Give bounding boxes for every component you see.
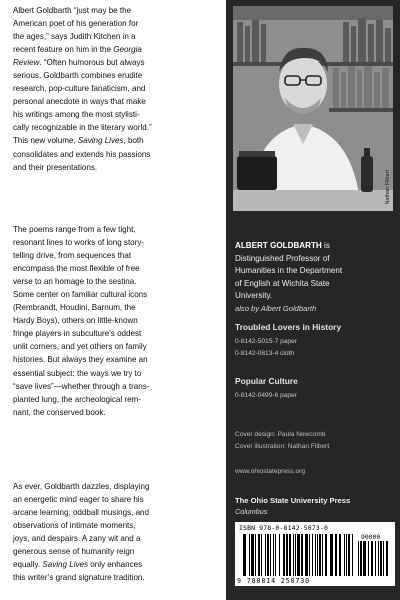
blurb-line: unlit corners, and yet others on family <box>13 342 147 352</box>
blurb-line: essential subject: the ways we try to <box>13 368 142 378</box>
blurb-line: research, pop-culture fanaticism, and <box>13 84 146 94</box>
blurb-line: this writer’s grand signature tradition. <box>13 573 145 583</box>
blurb-line: telling drive, from sequences that <box>13 251 132 261</box>
blurb-line: cally recognizable in the literary world.” <box>13 123 152 133</box>
photo-credit: Nathan Filbert <box>385 170 391 205</box>
blurb-paragraph-2 <box>13 223 218 419</box>
blurb-line: recent feature on him in the Georgia <box>13 45 142 55</box>
bio-line: is <box>321 241 330 250</box>
book-title: Popular Culture <box>235 376 298 386</box>
bio-line: Humanities in the Department <box>235 266 343 276</box>
blurb-line: the ages,” says Judith Kitchen in a <box>13 32 136 42</box>
blurb-line: fringe players in subculture’s oddest <box>13 329 142 339</box>
blurb-line: his writings among the most stylisti- <box>13 110 140 120</box>
blurb-line: resonant lines to works of long story- <box>13 238 145 248</box>
author-name: ALBERT GOLDBARTH <box>235 241 322 250</box>
blurb-line: American poet of his generation for <box>13 19 139 29</box>
also-by-heading <box>235 304 316 313</box>
bio-line: University. <box>235 291 273 301</box>
cover-illustration-credit: Cover illustration: Nathan Filbert <box>235 443 330 450</box>
blurb-line: observations of intimate moments, <box>13 521 136 531</box>
blurb-line: This new volume, Saving Lives, both <box>13 136 144 146</box>
blurb-line: histories. But always they examine an <box>13 355 148 365</box>
book-edition: 0-8142-0499-6 paper <box>235 392 297 399</box>
bio-line: of English at Wichita State <box>235 278 330 288</box>
publisher-city: Columbus <box>235 507 268 516</box>
also-by-author: Albert Goldbarth <box>260 304 317 313</box>
blurb-line: Some center on familiar cultural icons <box>13 290 148 300</box>
author-bio <box>235 240 395 303</box>
bio-line: Distinguished Professor of <box>235 253 330 263</box>
blurb-line: As ever, Goldbarth dazzles, displaying <box>13 482 150 491</box>
blurb-line: arcane learning, oddball musings, and <box>13 508 149 518</box>
blurb-paragraph-3 <box>13 480 218 584</box>
publisher-website: www.ohiostatepress.org <box>235 468 306 475</box>
blurb-line: Hardy Boys), others on little-known <box>13 316 138 326</box>
blurb-line: joys, and despairs. A zany wit and a <box>13 534 141 544</box>
isbn-number: ISBN 978-0-8142-5073-0 <box>239 524 329 532</box>
ean-digits: 9 780814 250730 <box>237 577 311 585</box>
isbn-barcode <box>235 522 395 586</box>
blurb-line: consolidates and extends his passions <box>13 149 151 159</box>
blurb-line: “save lives”—whether through a trans- <box>13 381 150 391</box>
blurb-line: personal anecdote in ways that make <box>13 97 146 107</box>
ean-barcode-bars <box>243 534 355 576</box>
author-photo-illustration <box>233 6 393 211</box>
cover-design-credit: Cover design: Paula Newcomb <box>235 431 326 438</box>
blurb-line: and their presentations. <box>13 162 98 172</box>
blurb-line: generous sense of humanity reign <box>13 547 135 557</box>
blurb-paragraph-1 <box>13 4 218 174</box>
book-edition: 0-8142-5015-7 paper <box>235 338 297 345</box>
author-photo <box>233 6 393 211</box>
blurb-line: equally. Saving Lives only enhances <box>13 560 143 570</box>
blurb-line: Albert Goldbarth “just may be the <box>13 6 132 15</box>
blurb-line: (Rembrandt, Houdini, Barnum, the <box>13 303 136 313</box>
book-edition: 0-8142-0813-4 cloth <box>235 350 295 357</box>
blurb-line: an energetic mind eager to share his <box>13 495 144 505</box>
info-panel <box>226 0 400 600</box>
blurb-line: Review. “Often humorous but always <box>13 58 145 68</box>
blurb-line: The poems range from a few tight, <box>13 225 136 234</box>
blurb-line: encompass the most flexible of free <box>13 264 140 274</box>
price-code: 90000 <box>361 533 381 541</box>
blurb-line: serious, Goldbarth combines erudite <box>13 71 143 81</box>
also-by-label: also by <box>235 304 261 313</box>
price-barcode-bars <box>358 541 390 576</box>
publisher-name: The Ohio State University Press <box>235 496 351 505</box>
blurb-line: nant, the conserved book. <box>13 407 106 417</box>
blurb-line: planted lung, the archeological rem- <box>13 394 141 404</box>
blurb-line: verse to an homage to the sestina. <box>13 277 137 287</box>
book-title: Troubled Lovers in History <box>235 322 342 332</box>
